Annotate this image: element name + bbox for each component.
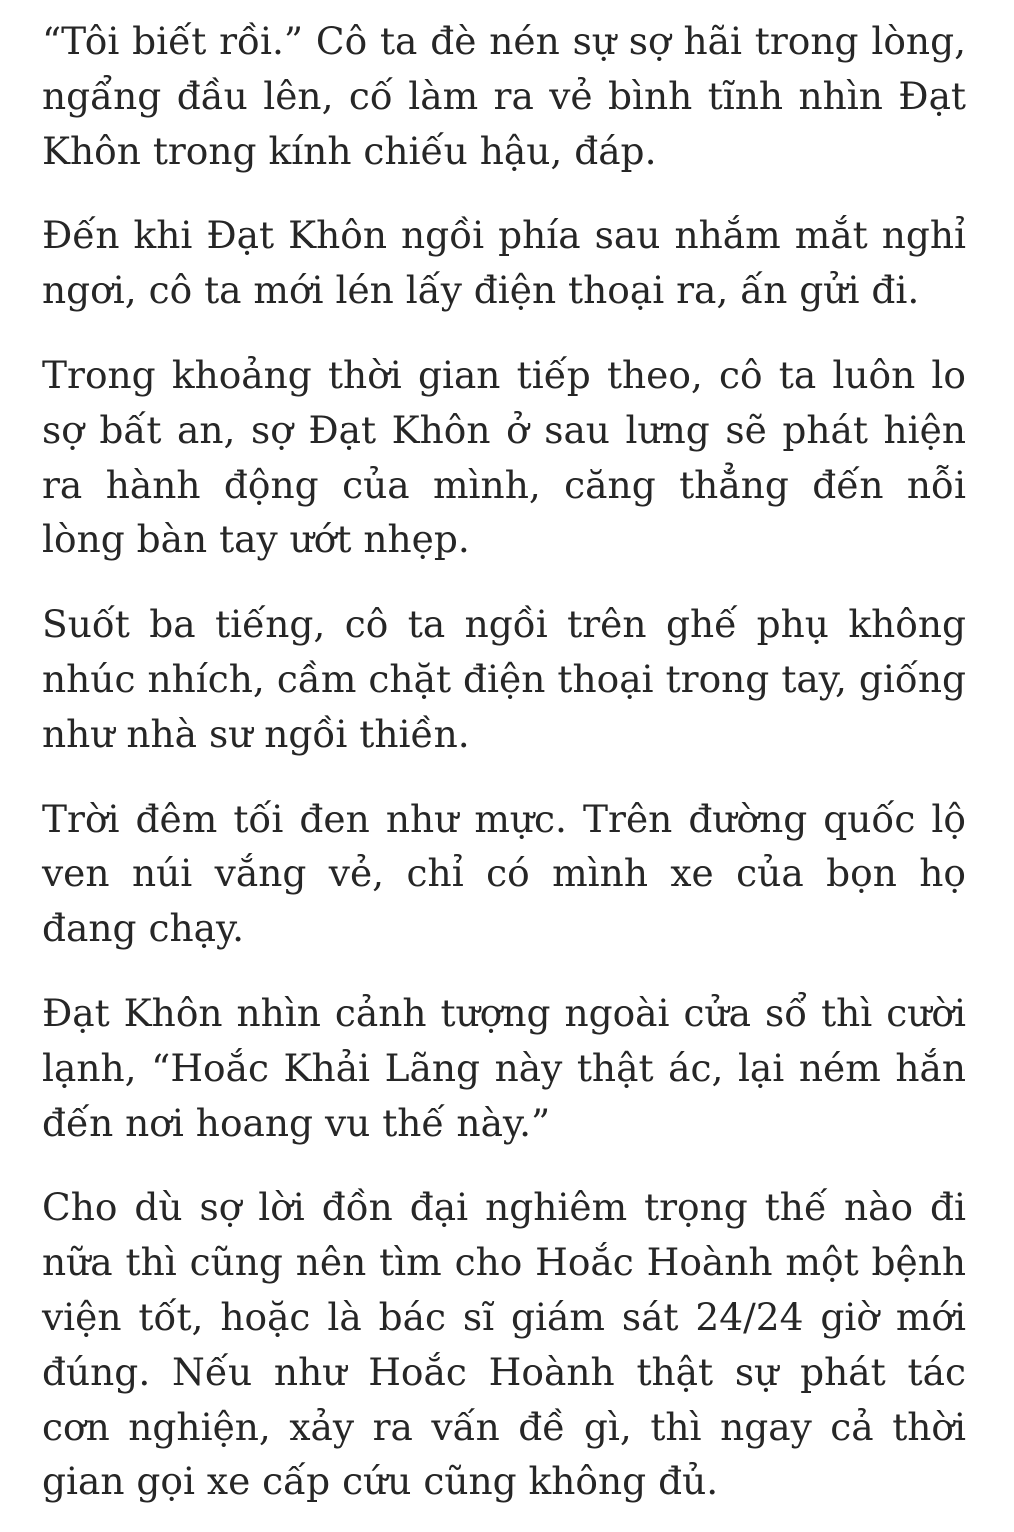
paragraph-4: Suốt ba tiếng, cô ta ngồi trên ghế phụ không nhúc nhích, cầm chặt điện thoại trong tay, giống như nhà sư ngồi thiền. xyxy=(42,602,966,756)
paragraph-3: Trong khoảng thời gian tiếp theo, cô ta luôn lo sợ bất an, sợ Đạt Khôn ở sau lưng sẽ phát hiện ra hành động của mình, căng thẳng đến nỗi lòng bàn tay ướt nhẹp. xyxy=(42,352,966,562)
paragraph-2: Đến khi Đạt Khôn ngồi phía sau nhắm mắt nghỉ ngơi, cô ta mới lén lấy điện thoại ra, ấn gửi đi. xyxy=(42,213,966,313)
paragraph-1: “Tôi biết rồi.” Cô ta đè nén sự sợ hãi trong lòng, ngẩng đầu lên, cố làm ra vẻ bình tĩnh nhìn Đạt Khôn trong kính chiếu hậu, đáp. xyxy=(42,19,966,173)
paragraph-7: Cho dù sợ lời đồn đại nghiêm trọng thế nào đi nữa thì cũng nên tìm cho Hoắc Hoành một bệnh viện tốt, hoặc là bác sĩ giám sát 24/24 giờ mới đúng. Nếu như Hoắc Hoành thật sự phát tác cơn nghiện, xảy ra vấn đề gì, thì ngay cả thời gian gọi xe cấp cứu cũng không đủ. xyxy=(42,1185,966,1504)
paragraph-5: Trời đêm tối đen như mực. Trên đường quốc lộ ven núi vắng vẻ, chỉ có mình xe của bọn họ đang chạy. xyxy=(42,796,966,951)
paragraph-6: Đạt Khôn nhìn cảnh tượng ngoài cửa sổ thì cười lạnh, “Hoắc Khải Lãng này thật ác, lại ném hắn đến nơi hoang vu thế này.” xyxy=(42,990,966,1145)
